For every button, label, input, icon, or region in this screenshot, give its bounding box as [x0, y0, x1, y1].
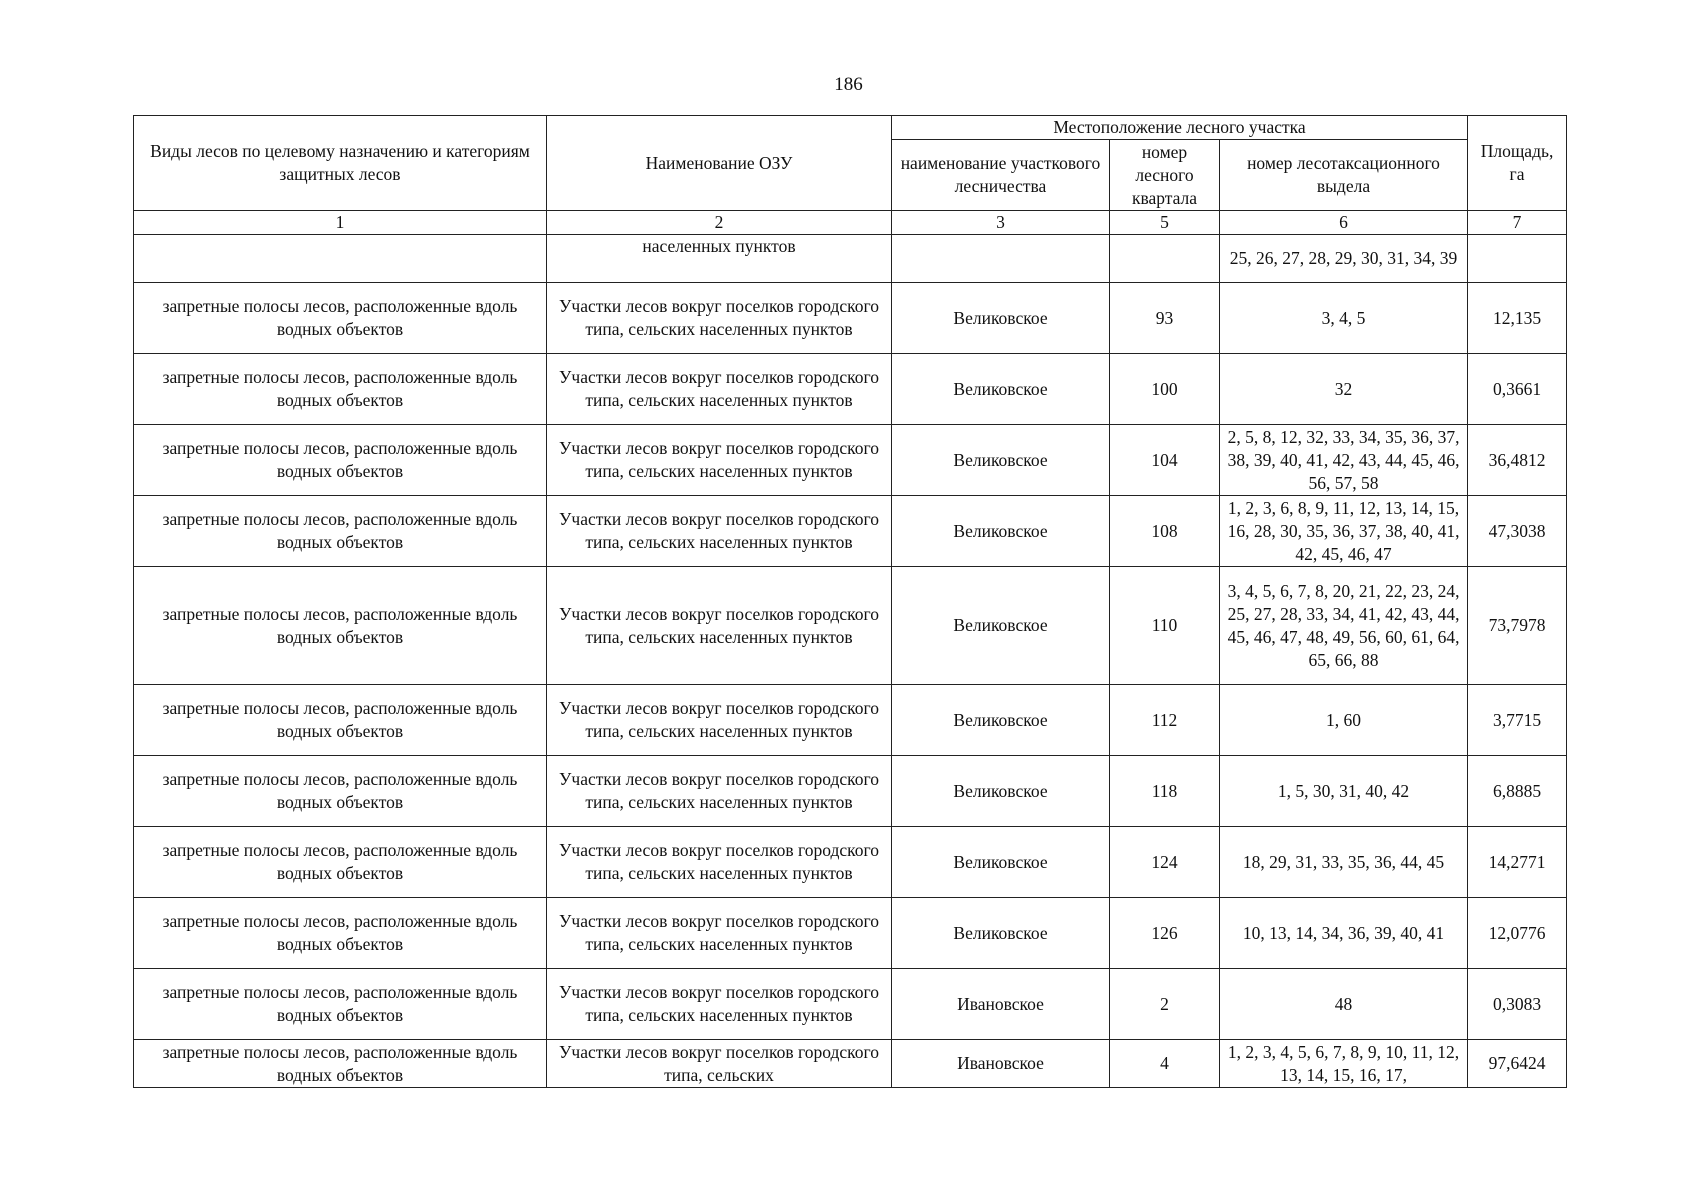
table-row	[134, 283, 1567, 354]
cell-quarter: 108	[1110, 496, 1220, 567]
cell-kind: запретные полосы лесов, расположенные вдоль водных объектов	[134, 1040, 547, 1088]
cell-district: Великовское	[892, 425, 1110, 496]
cell-plots: 2, 5, 8, 12, 32, 33, 34, 35, 36, 37, 38, 39, 40, 41, 42, 43, 44, 45, 46, 56, 57, 58	[1220, 425, 1468, 496]
cell-quarter: 124	[1110, 827, 1220, 898]
column-number: 1	[134, 211, 547, 235]
table-row	[134, 685, 1567, 756]
cell-ozu: населенных пунктов	[547, 235, 892, 283]
cell-district: Ивановское	[892, 969, 1110, 1040]
header-location-group: Местоположение лесного участка	[892, 116, 1468, 140]
header-plots: номер лесотаксационного выдела	[1220, 140, 1468, 211]
cell-district: Великовское	[892, 354, 1110, 425]
cell-quarter: 118	[1110, 756, 1220, 827]
cell-ozu: Участки лесов вокруг поселков городского типа, сельских населенных пунктов	[547, 969, 892, 1040]
cell-kind: запретные полосы лесов, расположенные вдоль водных объектов	[134, 283, 547, 354]
cell-plots: 3, 4, 5	[1220, 283, 1468, 354]
cell-area: 14,2771	[1468, 827, 1567, 898]
cell-district: Великовское	[892, 283, 1110, 354]
cell-quarter	[1110, 235, 1220, 283]
cell-plots: 1, 2, 3, 6, 8, 9, 11, 12, 13, 14, 15, 16, 28, 30, 35, 36, 37, 38, 40, 41, 42, 45, 46, 47	[1220, 496, 1468, 567]
cell-area: 0,3661	[1468, 354, 1567, 425]
cell-plots: 32	[1220, 354, 1468, 425]
header-area: Площадь, га	[1468, 116, 1567, 211]
cell-ozu: Участки лесов вокруг поселков городского типа, сельских населенных пунктов	[547, 898, 892, 969]
column-number: 7	[1468, 211, 1567, 235]
cell-area: 73,7978	[1468, 567, 1567, 685]
cell-area: 0,3083	[1468, 969, 1567, 1040]
column-number: 6	[1220, 211, 1468, 235]
cell-district: Ивановское	[892, 1040, 1110, 1088]
cell-area: 12,0776	[1468, 898, 1567, 969]
header-district: наименование участкового лесничества	[892, 140, 1110, 211]
cell-plots: 48	[1220, 969, 1468, 1040]
header-quarter: номер лесного квартала	[1110, 140, 1220, 211]
cell-kind: запретные полосы лесов, расположенные вдоль водных объектов	[134, 969, 547, 1040]
cell-district	[892, 235, 1110, 283]
table-row	[134, 496, 1567, 567]
cell-quarter: 104	[1110, 425, 1220, 496]
table-row	[134, 567, 1567, 685]
table-row	[134, 827, 1567, 898]
page-number: 186	[834, 74, 863, 95]
cell-area: 12,135	[1468, 283, 1567, 354]
cell-plots: 18, 29, 31, 33, 35, 36, 44, 45	[1220, 827, 1468, 898]
cell-district: Великовское	[892, 567, 1110, 685]
cell-kind: запретные полосы лесов, расположенные вдоль водных объектов	[134, 898, 547, 969]
cell-area: 3,7715	[1468, 685, 1567, 756]
column-numbers-row	[134, 211, 1567, 235]
cell-plots: 1, 60	[1220, 685, 1468, 756]
cell-kind: запретные полосы лесов, расположенные вдоль водных объектов	[134, 425, 547, 496]
cell-kind: запретные полосы лесов, расположенные вдоль водных объектов	[134, 496, 547, 567]
cell-ozu: Участки лесов вокруг поселков городского типа, сельских населенных пунктов	[547, 567, 892, 685]
cell-ozu: Участки лесов вокруг поселков городского типа, сельских населенных пунктов	[547, 827, 892, 898]
cell-quarter: 93	[1110, 283, 1220, 354]
table-row	[134, 235, 1567, 283]
header-forest-type: Виды лесов по целевому назначению и категориям защитных лесов	[134, 116, 547, 211]
column-number: 3	[892, 211, 1110, 235]
cell-ozu: Участки лесов вокруг поселков городского типа, сельских	[547, 1040, 892, 1088]
cell-ozu: Участки лесов вокруг поселков городского типа, сельских населенных пунктов	[547, 685, 892, 756]
cell-ozu: Участки лесов вокруг поселков городского типа, сельских населенных пунктов	[547, 354, 892, 425]
cell-kind: запретные полосы лесов, расположенные вдоль водных объектов	[134, 685, 547, 756]
cell-area: 36,4812	[1468, 425, 1567, 496]
cell-quarter: 4	[1110, 1040, 1220, 1088]
cell-plots: 1, 5, 30, 31, 40, 42	[1220, 756, 1468, 827]
cell-quarter: 100	[1110, 354, 1220, 425]
cell-area: 6,8885	[1468, 756, 1567, 827]
cell-quarter: 126	[1110, 898, 1220, 969]
cell-plots: 25, 26, 27, 28, 29, 30, 31, 34, 39	[1220, 235, 1468, 283]
table-row	[134, 354, 1567, 425]
cell-kind: запретные полосы лесов, расположенные вдоль водных объектов	[134, 567, 547, 685]
cell-plots: 3, 4, 5, 6, 7, 8, 20, 21, 22, 23, 24, 25, 27, 28, 33, 34, 41, 42, 43, 44, 45, 46, 47, 48, 49, 56, 60, 61, 64, 65, 66, 88	[1220, 567, 1468, 685]
cell-ozu: Участки лесов вокруг поселков городского типа, сельских населенных пунктов	[547, 425, 892, 496]
cell-kind: запретные полосы лесов, расположенные вдоль водных объектов	[134, 827, 547, 898]
cell-district: Великовское	[892, 496, 1110, 567]
column-number: 2	[547, 211, 892, 235]
cell-ozu: Участки лесов вокруг поселков городского типа, сельских населенных пунктов	[547, 283, 892, 354]
table-row	[134, 1040, 1567, 1088]
cell-plots: 10, 13, 14, 34, 36, 39, 40, 41	[1220, 898, 1468, 969]
cell-kind	[134, 235, 547, 283]
cell-plots: 1, 2, 3, 4, 5, 6, 7, 8, 9, 10, 11, 12, 13, 14, 15, 16, 17,	[1220, 1040, 1468, 1088]
cell-quarter: 112	[1110, 685, 1220, 756]
cell-quarter: 110	[1110, 567, 1220, 685]
cell-kind: запретные полосы лесов, расположенные вдоль водных объектов	[134, 354, 547, 425]
cell-area: 47,3038	[1468, 496, 1567, 567]
cell-ozu: Участки лесов вокруг поселков городского типа, сельских населенных пунктов	[547, 756, 892, 827]
forest-plots-table	[133, 115, 1567, 1088]
header-ozu-name: Наименование ОЗУ	[547, 116, 892, 211]
table-row	[134, 898, 1567, 969]
table-row	[134, 756, 1567, 827]
column-number: 5	[1110, 211, 1220, 235]
cell-area	[1468, 235, 1567, 283]
cell-district: Великовское	[892, 827, 1110, 898]
cell-quarter: 2	[1110, 969, 1220, 1040]
cell-ozu: Участки лесов вокруг поселков городского типа, сельских населенных пунктов	[547, 496, 892, 567]
cell-kind: запретные полосы лесов, расположенные вдоль водных объектов	[134, 756, 547, 827]
cell-district: Великовское	[892, 685, 1110, 756]
table-row	[134, 425, 1567, 496]
cell-district: Великовское	[892, 898, 1110, 969]
cell-district: Великовское	[892, 756, 1110, 827]
cell-area: 97,6424	[1468, 1040, 1567, 1088]
table-row	[134, 969, 1567, 1040]
